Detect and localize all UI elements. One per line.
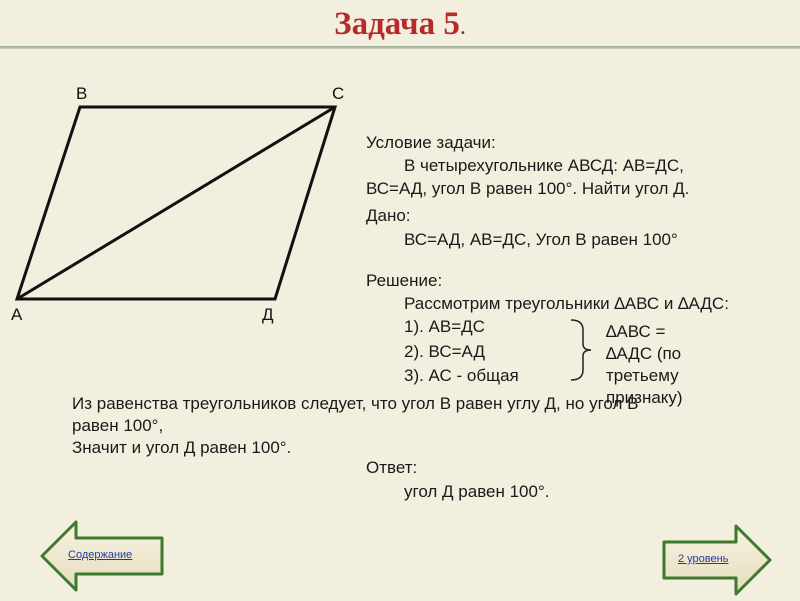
equal-note-line-2: ∆АДС (по — [606, 344, 682, 363]
curly-brace-icon — [565, 318, 595, 382]
given-line-1: ВС=АД, АВ=ДС, Угол В равен 100° — [404, 230, 678, 249]
solution-heading: Решение: — [366, 271, 443, 290]
contents-link[interactable]: Содержание — [68, 549, 133, 561]
conclusion-line-2: равен 100°, — [72, 416, 164, 435]
equal-note-line-3: третьему — [606, 366, 679, 385]
equal-note-line-1: ∆АВС = — [606, 322, 666, 341]
vertex-label-c: С — [332, 84, 345, 103]
answer-line-1: угол Д равен 100°. — [404, 482, 550, 501]
solution-item-2: 2). ВС=АД — [404, 342, 485, 361]
vertex-label-d: Д — [262, 305, 274, 324]
equal-note-line-4: признаку) — [606, 388, 683, 407]
given-heading: Дано: — [366, 206, 411, 225]
level-2-link[interactable]: 2 уровень — [678, 553, 729, 565]
next-nav-button[interactable] — [662, 524, 772, 596]
back-nav-button[interactable] — [40, 520, 165, 592]
condition-line-1: В четырехугольнике АВСД: АВ=ДС, — [404, 156, 684, 175]
solution-item-1: 1). АВ=ДС — [404, 317, 485, 336]
solution-line-1: Рассмотрим треугольники ∆АВС и ∆АДС: — [404, 294, 729, 313]
slide-title-text: Задача 5 — [334, 6, 460, 42]
diagonal-ac — [17, 107, 335, 299]
answer-heading: Ответ: — [366, 458, 418, 477]
vertex-label-a: А — [11, 305, 23, 324]
condition-line-2: ВС=АД, угол В равен 100°. Найти угол Д. — [366, 179, 690, 198]
solution-item-3: 3). АС - общая — [404, 366, 519, 385]
conclusion-line-1: Из равенства треугольников следует, что угол В равен углу Д, но угол В — [72, 394, 639, 413]
conclusion-line-3: Значит и угол Д равен 100°. — [72, 438, 292, 457]
condition-heading: Условие задачи: — [366, 133, 496, 152]
vertex-label-b: В — [76, 84, 88, 103]
slide-title-dot: . — [459, 14, 466, 40]
conclusion-block — [72, 393, 752, 459]
